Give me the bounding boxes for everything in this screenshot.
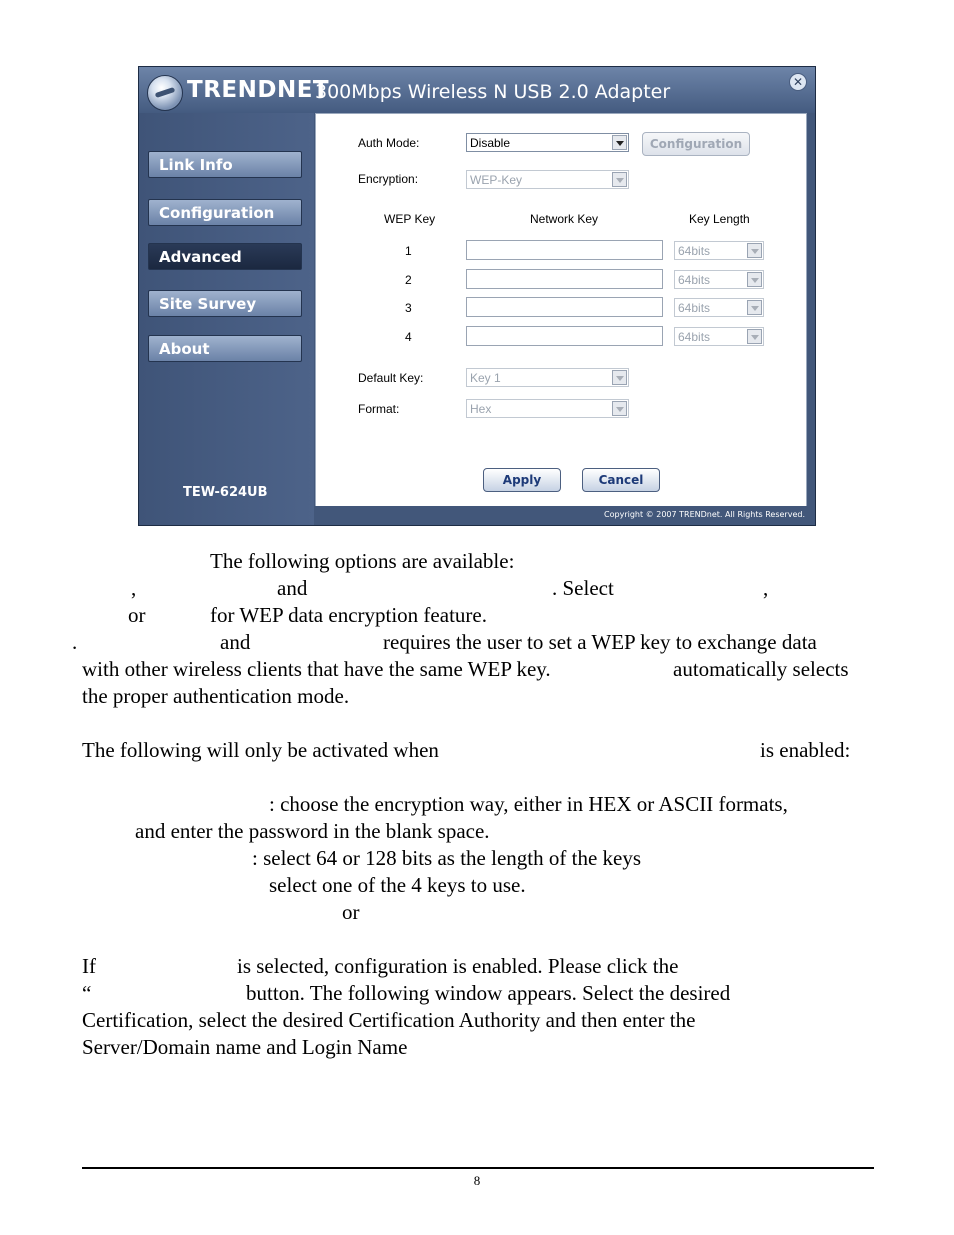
doc-text: If (82, 954, 96, 978)
auth-mode-value: Disable (470, 136, 511, 150)
doc-text: : select 64 or 128 bits as the length of the keys (252, 846, 642, 870)
footer-rule (82, 1167, 874, 1169)
doc-text: , (131, 576, 137, 600)
key-length-value: 64bits (678, 273, 711, 287)
nav-site-survey[interactable]: Site Survey (148, 290, 302, 317)
format-label: Format: (358, 402, 400, 416)
doc-text: button. The following window appears. Select the desired (246, 981, 731, 1005)
key-length-select-4[interactable] (674, 327, 764, 346)
brand-name: TRENDNET (187, 77, 330, 103)
auth-mode-label: Auth Mode: (358, 136, 420, 150)
model-label: TEW-624UB (183, 485, 268, 500)
sidebar (139, 113, 314, 525)
chevron-down-icon (747, 329, 762, 344)
encryption-select[interactable] (466, 170, 629, 189)
doc-text: with other wireless clients that have the same WEP key. (82, 657, 551, 681)
title-bar (139, 67, 815, 113)
doc-text: and enter the password in the blank space. (135, 819, 490, 843)
doc-text: . Select (552, 576, 614, 600)
doc-text: or (128, 603, 146, 627)
close-icon[interactable]: ✕ (789, 73, 807, 91)
nav-configuration[interactable]: Configuration (148, 199, 302, 226)
cancel-button[interactable]: Cancel (582, 468, 660, 492)
wep-key-header: WEP Key (384, 212, 436, 226)
nav-link-info[interactable]: Link Info (148, 151, 302, 178)
doc-text: . (72, 630, 78, 654)
doc-text: for WEP data encryption feature. (210, 603, 487, 627)
auth-mode-select[interactable] (466, 133, 629, 152)
chevron-down-icon (612, 370, 627, 385)
doc-text: and (220, 630, 251, 654)
key-number: 2 (405, 273, 412, 287)
network-key-input-3[interactable] (466, 297, 663, 317)
default-key-select[interactable] (466, 368, 629, 387)
format-select[interactable] (466, 399, 629, 418)
configuration-button[interactable]: Configuration (642, 132, 750, 156)
doc-text: The following options are available: (210, 549, 515, 573)
encryption-value: WEP-Key (470, 173, 523, 187)
chevron-down-icon (747, 243, 762, 258)
doc-text: is enabled: (760, 738, 851, 762)
app-screenshot (138, 66, 816, 526)
network-key-input-2[interactable] (466, 269, 663, 289)
nav-about[interactable]: About (148, 335, 302, 362)
encryption-label: Encryption: (358, 172, 419, 186)
doc-text: : choose the encryption way, either in HEX or ASCII formats, (269, 792, 788, 816)
network-key-input-1[interactable] (466, 240, 663, 260)
app-title: 300Mbps Wireless N USB 2.0 Adapter (315, 81, 671, 103)
doc-text: is selected, configuration is enabled. Please click the (237, 954, 679, 978)
doc-text: the proper authentication mode. (82, 684, 350, 708)
doc-text: or (342, 900, 360, 924)
key-length-value: 64bits (678, 301, 711, 315)
doc-text: Server/Domain name and Login Name (82, 1035, 408, 1059)
doc-text: The following will only be activated when (82, 738, 439, 762)
doc-text: select one of the 4 keys to use. (269, 873, 526, 897)
apply-button[interactable]: Apply (483, 468, 561, 492)
advanced-panel (315, 113, 807, 507)
nav-advanced[interactable]: Advanced (148, 243, 302, 270)
doc-text: , (763, 576, 769, 600)
key-length-select-2[interactable] (674, 270, 764, 289)
chevron-down-icon (747, 300, 762, 315)
copyright-text: Copyright © 2007 TRENDnet. All Rights Reserved. (604, 510, 805, 519)
chevron-down-icon (612, 172, 627, 187)
window-footer (315, 506, 815, 525)
key-length-select-3[interactable] (674, 298, 764, 317)
network-key-header: Network Key (530, 212, 599, 226)
trendnet-logo-icon (147, 75, 183, 111)
chevron-down-icon (612, 401, 627, 416)
key-number: 4 (405, 330, 412, 344)
doc-text: Certification, select the desired Certification Authority and then enter the (82, 1008, 696, 1032)
key-length-value: 64bits (678, 330, 711, 344)
network-key-input-4[interactable] (466, 326, 663, 346)
key-length-select-1[interactable] (674, 241, 764, 260)
chevron-down-icon (612, 135, 627, 150)
format-value: Hex (470, 402, 492, 416)
key-number: 3 (405, 301, 412, 315)
doc-text: requires the user to set a WEP key to exchange data (383, 630, 817, 654)
key-length-value: 64bits (678, 244, 711, 258)
default-key-value: Key 1 (470, 371, 501, 385)
key-number: 1 (405, 244, 412, 258)
key-length-header: Key Length (689, 212, 750, 226)
doc-text: “ (82, 981, 92, 1005)
page-number: 8 (473, 1173, 481, 1188)
chevron-down-icon (747, 272, 762, 287)
doc-text: automatically selects (673, 657, 849, 681)
doc-text: and (277, 576, 308, 600)
default-key-label: Default Key: (358, 371, 424, 385)
